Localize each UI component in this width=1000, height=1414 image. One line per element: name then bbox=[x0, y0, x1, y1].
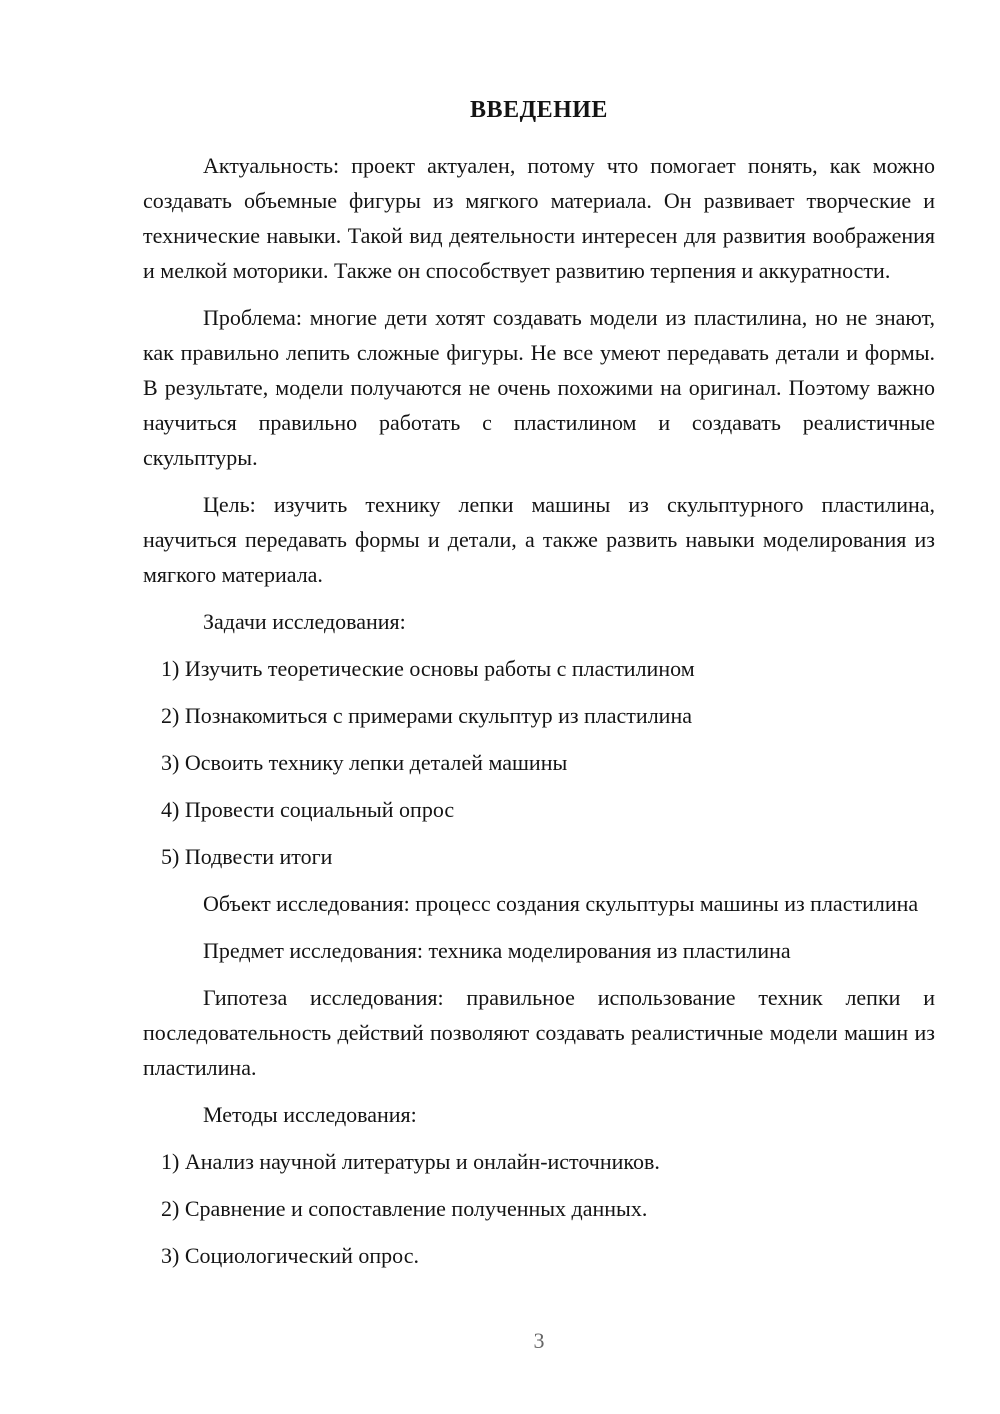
list-text: Социологический опрос. bbox=[184, 1243, 419, 1268]
paragraph-problema: Проблема: многие дети хотят создавать модели из пластилина, но не знают, как правильно лепить сложные фигуры. Не все умеют передавать детали и формы. В результате, модели получаются не очень похожими на оригинал. Поэтому важно научиться правильно работать с пластилином и создавать реалистичные скульптуры. bbox=[143, 305, 935, 470]
list-marker: 5) bbox=[161, 844, 180, 869]
method-item bbox=[143, 1238, 935, 1273]
list-text: Изучить теоретические основы работы с пластилином bbox=[184, 656, 695, 681]
list-marker: 4) bbox=[161, 797, 180, 822]
methods-label: Методы исследования: bbox=[203, 1102, 417, 1127]
list-marker: 2) bbox=[161, 703, 180, 728]
task-item bbox=[143, 792, 935, 827]
list-text: Сравнение и сопоставление полученных данных. bbox=[184, 1196, 648, 1221]
tasks-list bbox=[143, 651, 935, 874]
task-item bbox=[143, 698, 935, 733]
list-text: Провести социальный опрос bbox=[184, 797, 455, 822]
list-marker: 3) bbox=[161, 1243, 180, 1268]
list-marker: 1) bbox=[161, 1149, 180, 1174]
list-marker: 1) bbox=[161, 656, 180, 681]
list-marker: 2) bbox=[161, 1196, 180, 1221]
paragraph-predmet: Предмет исследования: техника моделирования из пластилина bbox=[203, 938, 791, 963]
method-item bbox=[143, 1144, 935, 1179]
list-text: Анализ научной литературы и онлайн-источников. bbox=[184, 1149, 660, 1174]
paragraph-aktualnost: Актуальность: проект актуален, потому что помогает понять, как можно создавать объемные фигуры из мягкого материала. Он развивает творческие и технические навыки. Такой вид деятельности интересен для развития воображения и мелкой моторики. Также он способствует развитию терпения и аккуратности. bbox=[143, 153, 935, 283]
list-marker: 3) bbox=[161, 750, 180, 775]
paragraph-obekt: Объект исследования: процесс создания скульптуры машины из пластилина bbox=[203, 891, 919, 916]
page-number: 3 bbox=[533, 1328, 545, 1353]
method-item bbox=[143, 1191, 935, 1226]
paragraph-gipoteza: Гипотеза исследования: правильное использование техник лепки и последовательность действий позволяют создавать реалистичные модели машин из пластилина. bbox=[143, 985, 935, 1080]
tasks-label: Задачи исследования: bbox=[203, 609, 406, 634]
page-title: ВВЕДЕНИЕ bbox=[470, 97, 608, 123]
task-item bbox=[143, 651, 935, 686]
methods-list bbox=[143, 1144, 935, 1273]
list-text: Познакомиться с примерами скульптур из пластилина bbox=[184, 703, 692, 728]
task-item bbox=[143, 839, 935, 874]
task-item bbox=[143, 745, 935, 780]
paragraph-tsel: Цель: изучить технику лепки машины из скульптурного пластилина, научиться передавать формы и детали, а также развить навыки моделирования из мягкого материала. bbox=[143, 492, 935, 587]
list-text: Освоить технику лепки деталей машины bbox=[184, 750, 568, 775]
list-text: Подвести итоги bbox=[184, 844, 333, 869]
